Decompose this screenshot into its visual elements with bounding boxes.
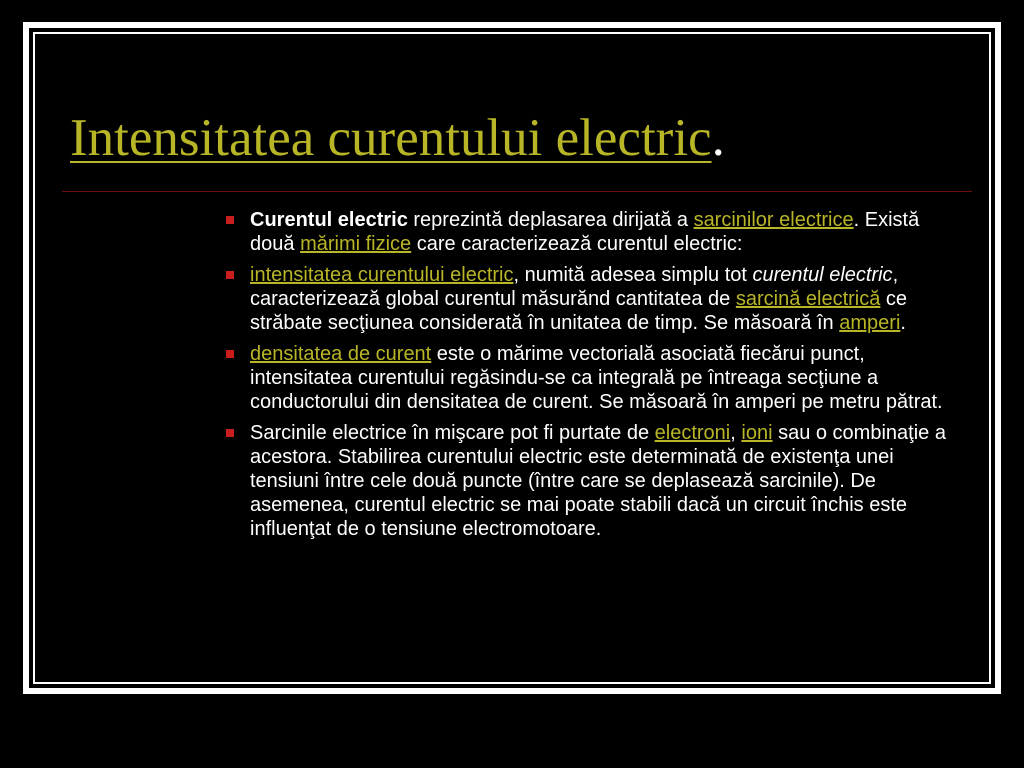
bullet-square-icon (226, 429, 234, 437)
slide-title-period: . (711, 109, 725, 167)
link-densitatea-de-curent[interactable]: densitatea de curent (250, 343, 432, 365)
slide-title-link[interactable]: Intensitatea curentului electric (70, 109, 712, 167)
bullet-text-italic: curentul electric (752, 264, 893, 286)
bullet-square-icon (226, 350, 234, 358)
bullet-text: Sarcinile electrice în mişcare pot fi purtate de (250, 422, 655, 444)
bullet-item (222, 208, 964, 256)
bullet-item (222, 263, 964, 335)
link-sarcinilor-electrice[interactable]: sarcinilor electrice (693, 209, 854, 231)
bullet-text: . (900, 312, 906, 334)
bullet-text: , numită adesea simplu tot (513, 264, 753, 286)
slide-title (70, 106, 725, 170)
link-intensitatea-curentului[interactable]: intensitatea curentului electric (250, 264, 514, 286)
bullet-text: ce străbate secţiunea considerată în unitatea de timp. Se măsoară în (250, 288, 908, 334)
bullet-list (222, 208, 964, 548)
bullet-square-icon (226, 216, 234, 224)
bullet-item (222, 421, 964, 541)
bullet-square-icon (226, 271, 234, 279)
bullet-item (222, 342, 964, 414)
bullet-text-bold: Curentul electric (250, 209, 408, 231)
bullet-text: , caracterizează global curentul măsurănd cantitatea de (250, 264, 899, 310)
link-ioni[interactable]: ioni (741, 422, 773, 444)
link-amperi[interactable]: amperi (839, 312, 901, 334)
bullet-text: este o mărime vectorială asociată fiecărui punct, intensitatea curentului regăsindu-se ca integrală pe întreaga secţiune a conductorului din densitatea de curent. Se măsoară în amperi pe metru pătrat. (250, 343, 943, 413)
link-electroni[interactable]: electroni (654, 422, 731, 444)
link-sarcina-electrica[interactable]: sarcină electrică (735, 288, 881, 310)
bullet-text: . Există două (250, 209, 920, 255)
bullet-text: care caracterizează curentul electric: (411, 233, 743, 255)
bullet-text: reprezintă deplasarea dirijată a (407, 209, 694, 231)
bullet-text: sau o combinaţie a acestora. Stabilirea curentului electric este determinată de existenţa unei tensiuni între cele două puncte (între care se deplasează sarcinile). De asemenea, curentul electric se mai poate stabili dacă un circuit închis este influenţat de o tensiune electromotoare. (250, 422, 946, 540)
title-divider (62, 191, 972, 192)
link-marimi-fizice[interactable]: mărimi fizice (300, 233, 412, 255)
bullet-text: , (730, 422, 742, 444)
